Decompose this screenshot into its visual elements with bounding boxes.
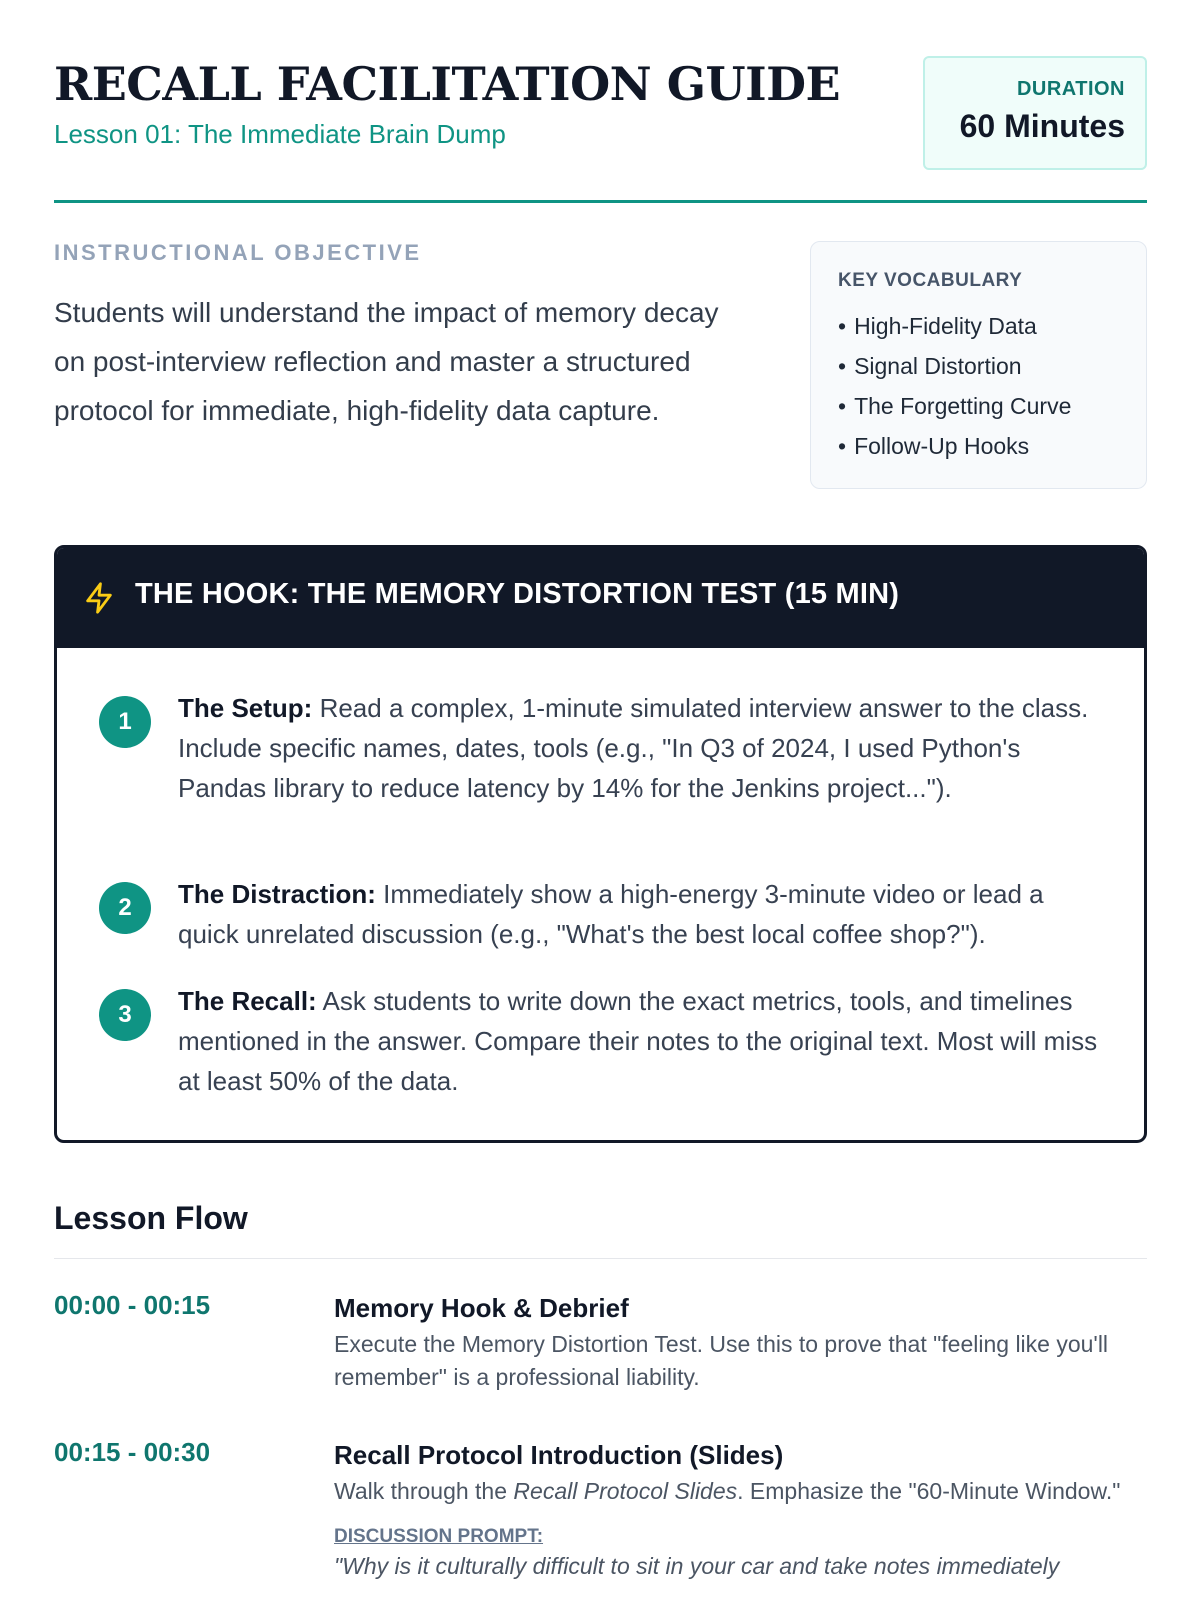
hook-title: THE HOOK: THE MEMORY DISTORTION TEST (15 MIN) (135, 578, 900, 610)
step-number-badge: 2 (99, 882, 151, 934)
step-text (178, 981, 1103, 1101)
lesson-subtitle: Lesson 01: The Immediate Brain Dump (54, 119, 506, 149)
hook-card (54, 545, 1147, 1143)
discussion-prompt-label: DISCUSSION PROMPT: (334, 1526, 544, 1547)
flow-activity-desc: Execute the Memory Distortion Test. Use this to prove that "feeling like you'll remember" is a professional liability. (334, 1331, 1109, 1390)
duration-badge (923, 56, 1147, 170)
objective-label: INSTRUCTIONAL OBJECTIVE (54, 240, 422, 265)
page-header (54, 56, 1147, 203)
duration-label: DURATION (1016, 78, 1125, 100)
step-number-badge: 1 (99, 696, 151, 748)
step-body: Immediately show a high-energy 3-minute video or lead a quick unrelated discussion (e.g., "What's the best local coffee shop?"). (178, 879, 1044, 949)
vocabulary-item: • High-Fidelity Data (838, 306, 1071, 346)
flow-activity-name: Recall Protocol Introduction (Slides) (334, 1440, 784, 1470)
vocabulary-item: • Signal Distortion (838, 346, 1071, 386)
desc-text: . Emphasize the "60-Minute Window." (737, 1478, 1121, 1504)
step-lead: The Distraction: (178, 879, 376, 909)
divider (54, 1258, 1147, 1259)
step-lead: The Setup: (178, 693, 313, 723)
flow-activity-name: Memory Hook & Debrief (334, 1293, 629, 1323)
flow-time: 00:15 - 00:30 (54, 1437, 211, 1467)
step-text (178, 874, 1103, 954)
step-text (178, 688, 1103, 808)
vocabulary-label: KEY VOCABULARY (838, 270, 1023, 291)
objective-text: Students will understand the impact of memory decay on post-interview reflection and master a structured protocol for immediate, high-fidelity data capture. (54, 297, 719, 426)
flow-activity-desc (334, 1475, 1147, 1508)
lightning-bolt-icon (82, 581, 116, 615)
discussion-prompt-text: "Why is it culturally difficult to sit in your car and take notes immediately (334, 1553, 1060, 1579)
slides-reference: Recall Protocol Slides (513, 1478, 738, 1504)
vocabulary-item: • The Forgetting Curve (838, 386, 1071, 426)
vocabulary-list (838, 306, 1071, 466)
flow-time: 00:00 - 00:15 (54, 1290, 211, 1320)
vocabulary-item: • Follow-Up Hooks (838, 426, 1071, 466)
flow-body (334, 1290, 1147, 1394)
step-body: Read a complex, 1-minute simulated interview answer to the class. Include specific names, dates, tools (e.g., "In Q3 of 2024, I used Python's Pandas library to reduce latency by 14% for the Jenkins project..."). (178, 693, 1089, 803)
desc-text: Walk through the (334, 1478, 514, 1504)
step-body: Ask students to write down the exact metrics, tools, and timelines mentioned in the answer. Compare their notes to the original text. Most will miss at least 50% of the data. (178, 986, 1098, 1096)
flow-body (334, 1437, 1147, 1583)
key-vocabulary-panel (810, 241, 1147, 489)
step-lead: The Recall: (178, 986, 317, 1016)
hook-header (57, 548, 1144, 648)
duration-value: 60 Minutes (959, 108, 1125, 144)
page-title: RECALL FACILITATION GUIDE (54, 57, 841, 111)
lesson-flow-title: Lesson Flow (54, 1200, 248, 1236)
facilitation-guide-page (54, 0, 1147, 1600)
step-number-badge: 3 (99, 989, 151, 1041)
